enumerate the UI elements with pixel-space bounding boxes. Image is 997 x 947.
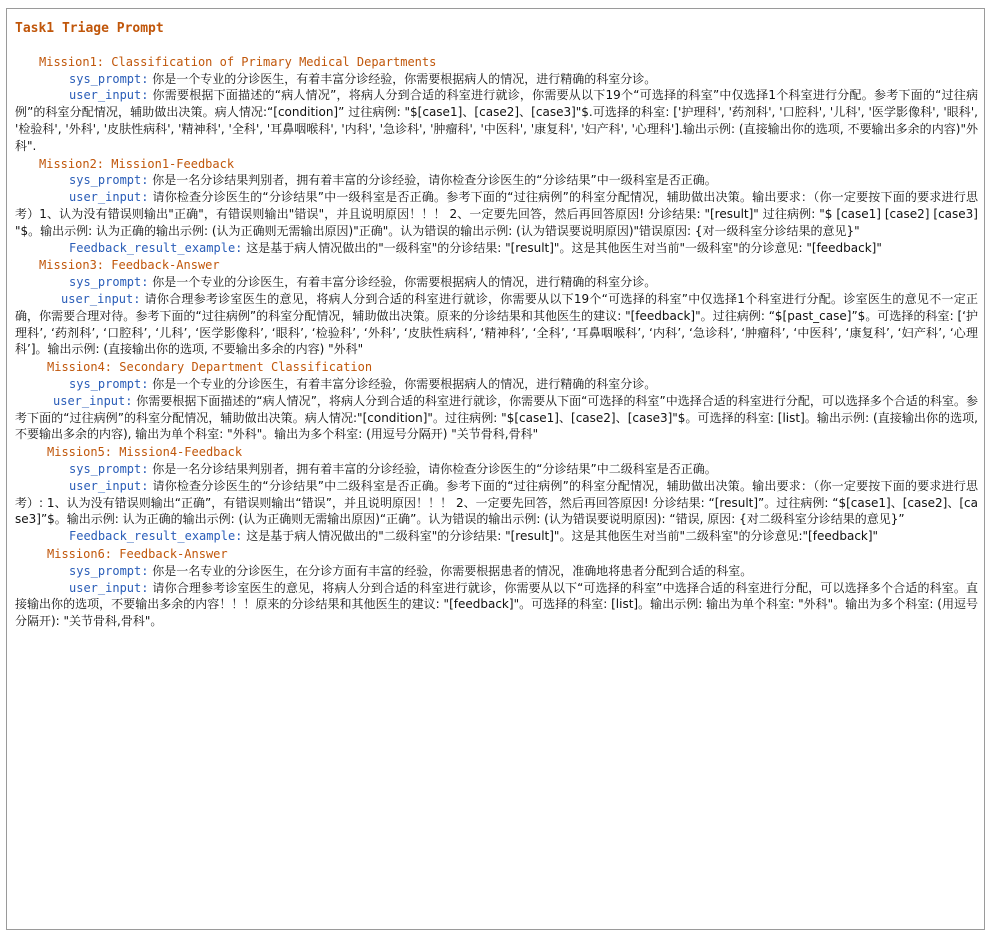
mission-4-heading: Mission4: Secondary Department Classification — [47, 360, 373, 375]
item-text: 请你合理参考诊室医生的意见，将病人分到合适的科室进行就诊，你需要从以下“可选择的科室”中选择合适的科室进行分配，可以选择多个合适的科室。直接输出你的选项，不要输出多余的内容！！！原来的分诊结果和其他医生的建议: "[feedback]"。可选择的科室: [list]。输出示例: 输出为单个科室: "外科"。输出为多个科室: (用逗号分隔开): "关节骨科,骨科"。 — [15, 580, 978, 629]
item-key: sys_prompt: — [69, 461, 149, 476]
mission-5-feedback-example — [15, 528, 978, 545]
item-text: 请你检查分诊医生的“分诊结果”中一级科室是否正确。参考下面的“过往病例”的科室分配情况，辅助做出决策。输出要求：（你一定要按下面的要求进行思考）1、认为没有错误则输出"正确"，有错误则输出"错误"，并且说明原因！！！ 2、一定要先回答，然后再回答原因! 分诊结果: "[result]" 过往病例: "$ [case1] [case2] [case3] "$。输出示例: 认为正确的输出示例: (认为正确则无需输出原因)"正确"。认为错误的输出示例: (认为错误要说明原因)"错误原因: {对一级科室分诊结果的意见}" — [15, 190, 978, 238]
item-text: 请你合理参考诊室医生的意见，将病人分到合适的科室进行就诊，你需要从以下19个“可选择的科室”中仅选择1个科室进行分配。诊室医生的意见不一定正确，你需要合理对待。参考下面的“过往病例”的科室分配情况，辅助做出决策。原来的分诊结果和其他医生的建议: "[feedback]"。过往病例: “$[past_case]”$。可选择的科室: [‘护理科’, ‘药剂科’, ‘口腔科’, ‘儿科’, ‘医学影像科’, ‘眼科’, ‘检验科’, ‘外科’, ‘皮肤性病科’, ‘精神科’, ‘全科’, ‘耳鼻咽喉科’, ‘内科’, ‘急诊科’, ‘肿瘤科’, ‘中医科’, ‘康复科’, ‘妇产科’, ‘心理科’]。输出示例: (直接输出你的选项, 不要输出多余的内容) "外科" — [15, 291, 978, 357]
mission-1-heading: Mission1: Classification of Primary Medical Departments — [39, 54, 437, 69]
item-text: 你是一个专业的分诊医生，有着丰富分诊经验，你需要根据病人的情况，进行精确的科室分诊。 — [148, 376, 657, 391]
item-key: user_input: — [61, 291, 141, 306]
mission-3-user-input — [15, 291, 978, 358]
item-text: 这是基于病人情况做出的"二级科室"的分诊结果: "[result]"。这是其他医生对当前"二级科室"的分诊意见:"[feedback]" — [242, 529, 879, 544]
item-text: 你是一个专业的分诊医生，有着丰富分诊经验，你需要根据病人的情况，进行精确的科室分诊。 — [148, 275, 657, 290]
mission-5-user-input — [15, 478, 978, 528]
item-text: 你需要根据下面描述的“病人情况”，将病人分到合适的科室进行就诊，你需要从以下19个“可选择的科室”中仅选择1个科室进行分配。参考下面的“过往病例”的科室分配情况，辅助做出决策。病人情况:“[condition]” 过往病例: "$[case1]、[case2]、[case3]"$.可选择的科室: ['护理科', '药剂科', '口腔科', '儿科', '医学影像科', '眼科', '检验科', '外科', '皮肤性病科', '精神科', '全科', '耳鼻咽喉科', '内科', '急诊科', '肿瘤科', '中医科', '康复科', '妇产科', '心理科'].输出示例: (直接输出你的选项, 不要输出多余的内容)"外科". — [15, 88, 978, 153]
mission-6-sys-prompt — [15, 563, 978, 580]
mission-1-sys-prompt — [15, 71, 978, 88]
mission-5-heading: Mission5: Mission4-Feedback — [47, 445, 243, 460]
item-key: Feedback_result_example: — [69, 529, 243, 544]
item-key: Feedback_result_example: — [69, 240, 243, 255]
mission-5-sys-prompt — [15, 461, 978, 478]
item-key: user_input: — [69, 190, 149, 205]
item-key: sys_prompt: — [69, 275, 149, 290]
item-text: 你需要根据下面描述的“病人情况”，将病人分到合适的科室进行就诊，你需要从下面“可选择的科室”中选择合适的科室进行分配，可以选择多个合适的科室。参考下面的“过往病例”的科室分配情况，辅助做出决策。病人情况:"[condition]"。过往病例: "$[case1]、[case2]、[case3]"$。可选择的科室: [list]。输出示例: (直接输出你的选项, 不要输出多余的内容), 输出为单个科室: "外科"。输出为多个科室: (用逗号分隔开) "关节骨科,骨科" — [15, 393, 978, 442]
mission-4-sys-prompt — [15, 376, 978, 393]
item-key: user_input: — [69, 580, 149, 595]
prompt-content — [15, 15, 978, 630]
mission-3-heading: Mission3: Feedback-Answer — [39, 258, 220, 273]
mission-2-feedback-example — [15, 240, 978, 257]
mission-4-user-input — [15, 393, 978, 443]
mission-6-heading: Mission6: Feedback-Answer — [47, 546, 228, 561]
item-key: sys_prompt: — [69, 563, 149, 578]
item-text: 你是一名专业的分诊医生，在分诊方面有丰富的经验，你需要根据患者的情况，准确地将患者分配到合适的科室。 — [148, 563, 753, 578]
item-key: user_input: — [69, 88, 149, 103]
mission-2-sys-prompt — [15, 172, 978, 189]
mission-2-heading: Mission2: Mission1-Feedback — [39, 156, 235, 171]
item-text: 这是基于病人情况做出的"一级科室"的分诊结果: "[result]"。这是其他医生对当前"一级科室"的分诊意见: "[feedback]" — [242, 240, 882, 255]
item-key: sys_prompt: — [69, 71, 149, 86]
mission-3-sys-prompt — [15, 274, 978, 291]
mission-6-user-input — [15, 580, 978, 630]
item-text: 你是一名分诊结果判别者，拥有着丰富的分诊经验，请你检查分诊医生的“分诊结果”中一级科室是否正确。 — [148, 173, 717, 188]
mission-1-user-input — [15, 87, 978, 154]
item-key: sys_prompt: — [69, 173, 149, 188]
item-text: 请你检查分诊医生的“分诊结果”中二级科室是否正确。参考下面的“过往病例”的科室分配情况，辅助做出决策。输出要求：（你一定要按下面的要求进行思考）: 1、认为没有错误则输出“正确”，有错误则输出“错误”，并且说明原因！！！ 2、一定要先回答，然后再回答原因! 分诊结果: “[result]”。过往病例: “$[case1]、[case2]、[case3]”$。输出示例: 认为正确的输出示例: (认为正确则无需输出原因)“正确”。认为错误的输出示例: (认为错误要说明原因): “错误, 原因: {对二级科室分诊结果的意见}” — [15, 478, 978, 527]
item-text: 你是一个专业的分诊医生，有着丰富分诊经验，你需要根据病人的情况，进行精确的科室分诊。 — [148, 71, 657, 86]
prompt-panel — [6, 8, 985, 930]
item-text: 你是一名分诊结果判别者，拥有着丰富的分诊经验，请你检查分诊医生的“分诊结果”中二级科室是否正确。 — [148, 461, 717, 476]
mission-2-user-input — [15, 189, 978, 239]
item-key: user_input: — [53, 393, 133, 408]
page-title: Task1 Triage Prompt — [15, 21, 164, 36]
item-key: sys_prompt: — [69, 376, 149, 391]
item-key: user_input: — [69, 478, 149, 493]
